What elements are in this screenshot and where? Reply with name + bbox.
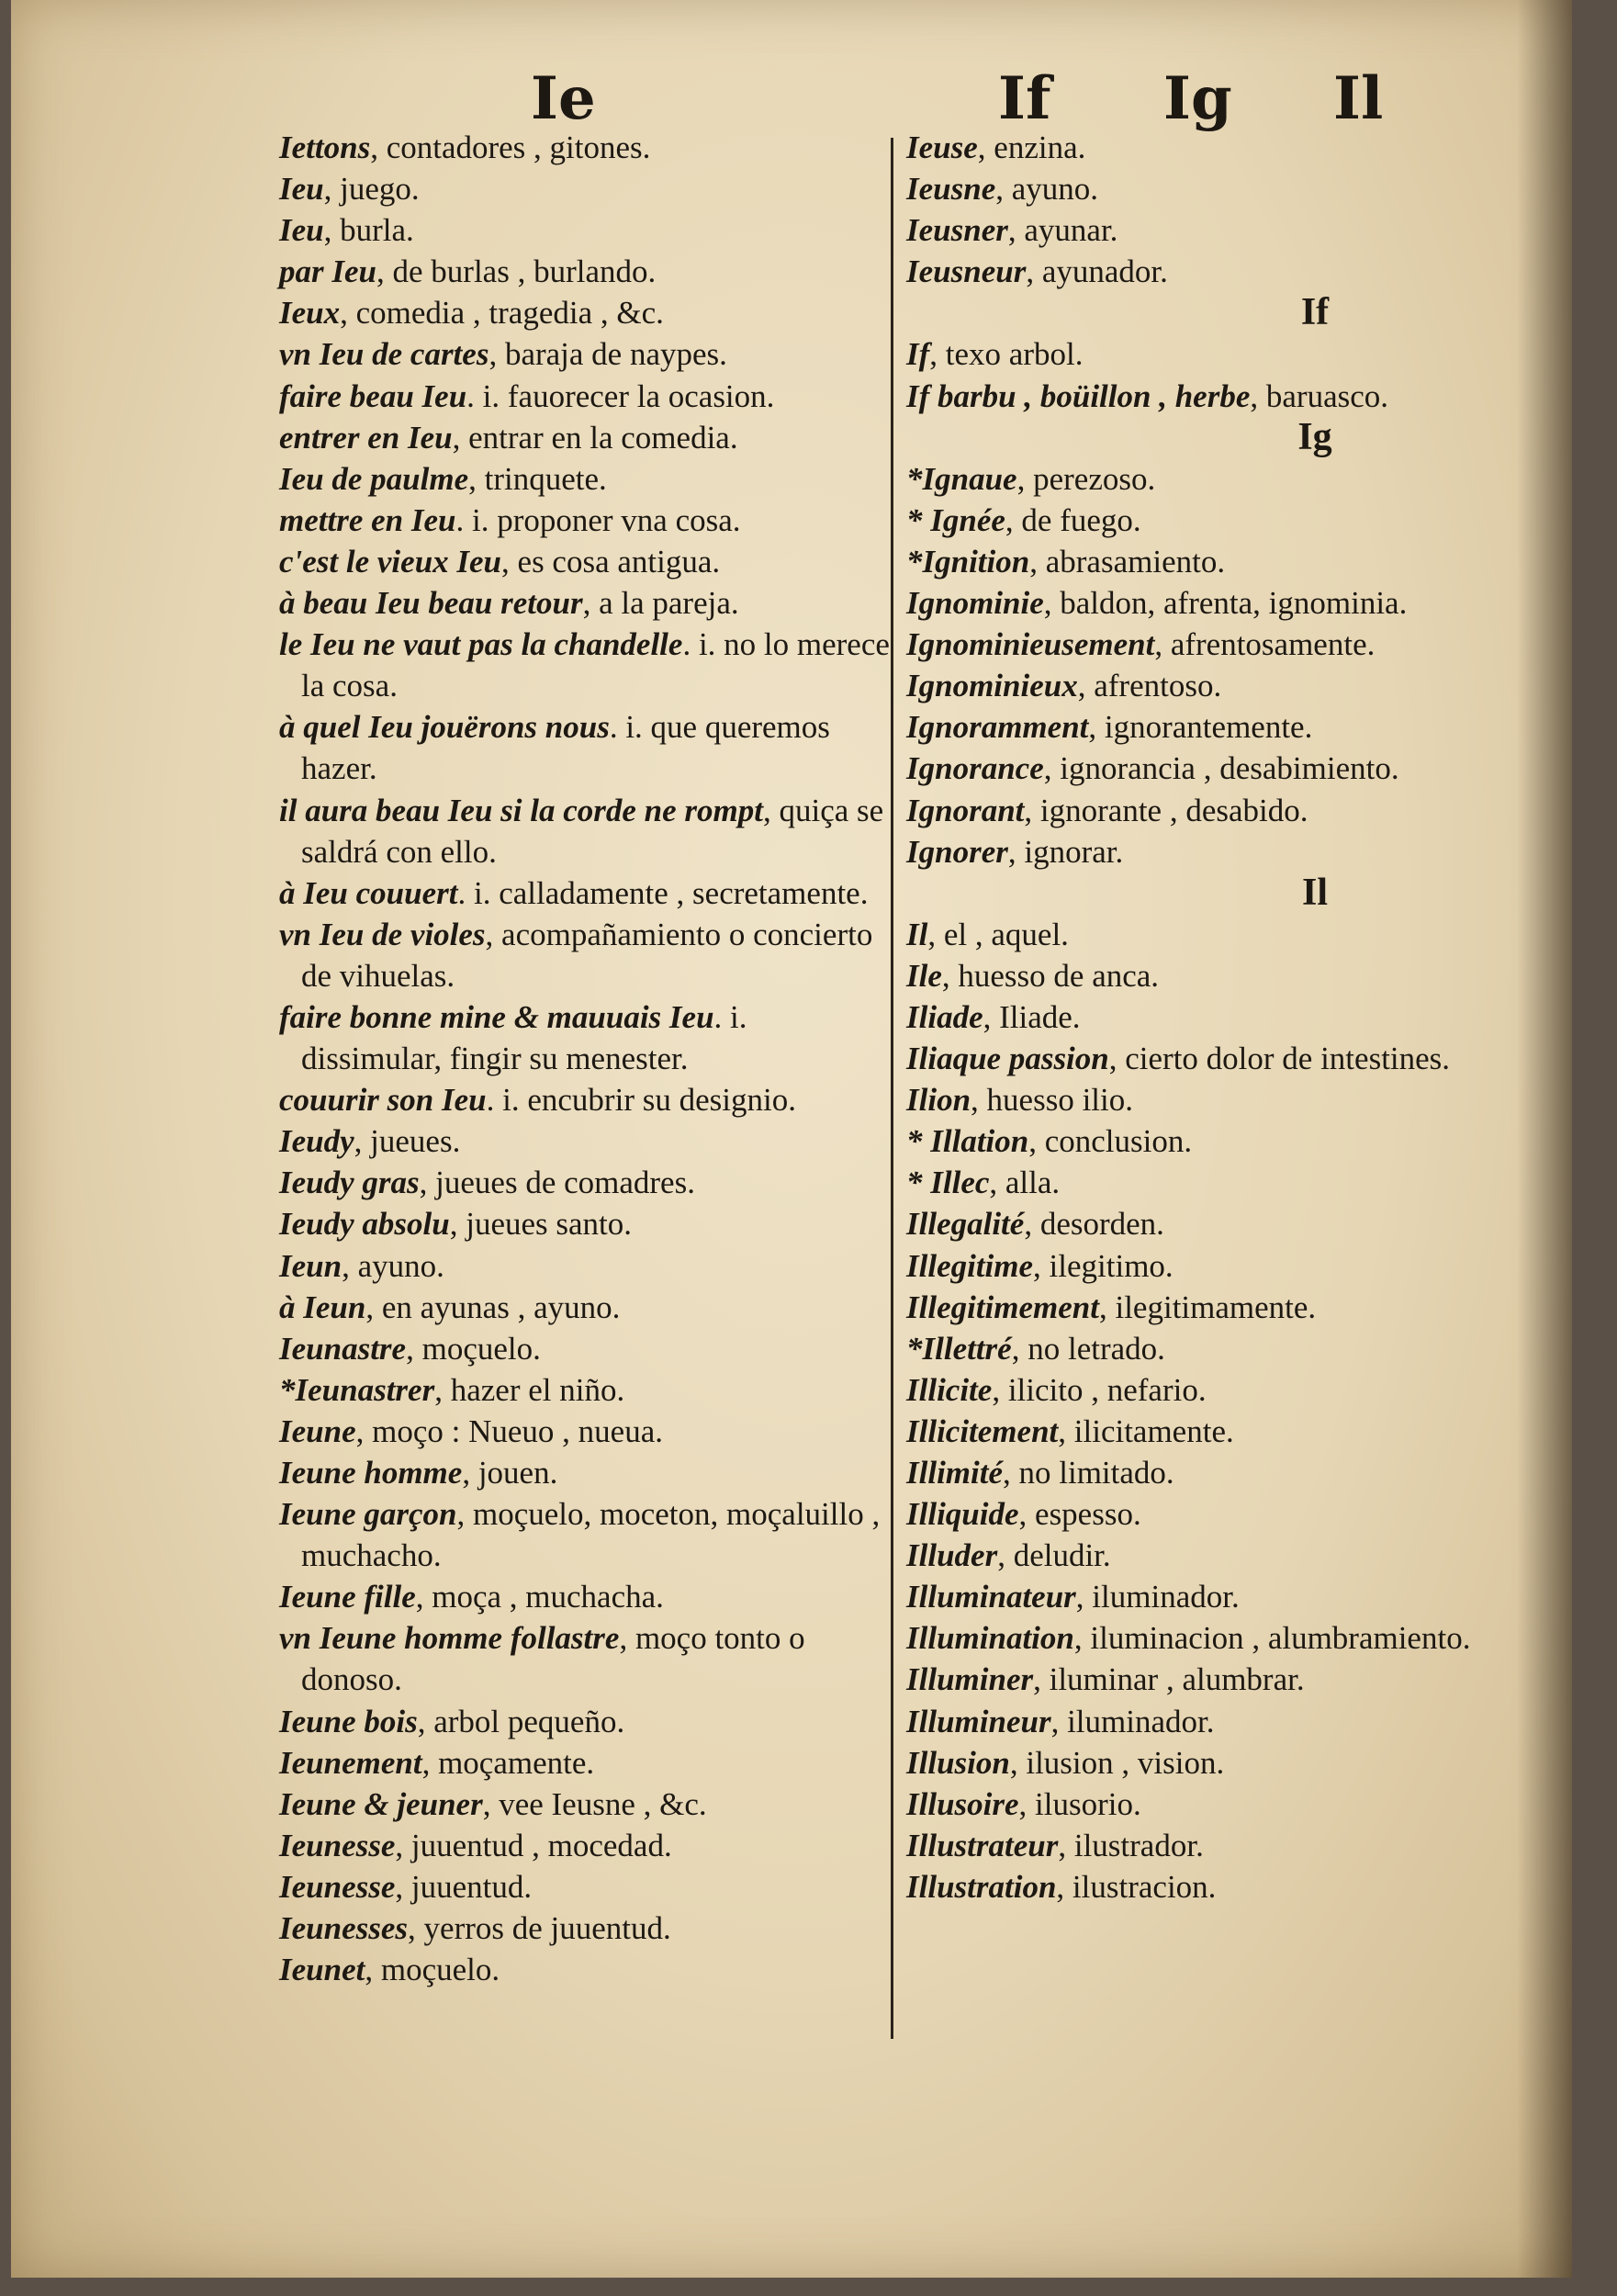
entry-definition: , conclusion. — [1028, 1123, 1193, 1160]
dictionary-entry — [279, 1617, 890, 1700]
entry-headword: Ieun — [279, 1247, 342, 1284]
entry-headword: Ieune — [279, 1412, 356, 1449]
dictionary-entry — [279, 1784, 890, 1825]
dictionary-entry — [906, 1493, 1540, 1535]
dictionary-entry — [279, 541, 890, 582]
entry-headword: entrer en Ieu — [279, 419, 453, 456]
entry-definition: , a la pareja. — [582, 585, 739, 622]
dictionary-entry — [906, 1120, 1540, 1162]
entry-definition: , ilusion , vision. — [1009, 1744, 1225, 1781]
entry-definition: , moço tonto o donoso. — [301, 1620, 805, 1698]
entry-definition: , alla. — [989, 1165, 1061, 1201]
dictionary-entry — [279, 1908, 890, 1949]
entry-headword: Ieune homme — [279, 1455, 463, 1491]
entry-definition: , contadores , gitones. — [370, 129, 651, 165]
entry-definition: , enzina. — [977, 129, 1086, 165]
entry-definition: . i. proponer vna cosa. — [455, 501, 741, 538]
entry-definition: , jouen. — [462, 1455, 558, 1491]
entry-definition: , jueues de comadres. — [419, 1165, 695, 1201]
entry-headword: vn Ieune homme follastre — [279, 1620, 620, 1657]
entry-headword: Ignoramment — [906, 709, 1089, 746]
entry-definition: , moça , muchacha. — [415, 1579, 664, 1615]
entry-headword: à beau Ieu beau retour — [279, 585, 583, 622]
dictionary-entry — [906, 582, 1540, 624]
dictionary-entry — [906, 251, 1540, 292]
dictionary-entry — [279, 582, 890, 624]
entry-headword: Illimité — [906, 1455, 1003, 1491]
entry-headword: Ignominieusement — [906, 626, 1155, 663]
entry-definition: , ignorancia , desabimiento. — [1043, 750, 1399, 787]
entry-definition: , moçuelo. — [365, 1952, 500, 1988]
entry-headword: Illustrateur — [906, 1827, 1059, 1863]
entry-definition: . i. calladamente , secretamente. — [457, 874, 869, 911]
entry-definition: , ayuno. — [995, 171, 1099, 208]
entry-definition: , afrentoso. — [1077, 668, 1222, 704]
entry-headword: Ieux — [279, 295, 341, 332]
entry-headword: Illuder — [906, 1537, 998, 1574]
entry-headword: c'est le vieux Ieu — [279, 543, 502, 580]
dictionary-entry — [906, 1617, 1540, 1659]
entry-definition: , trinquete. — [468, 460, 607, 497]
dictionary-entry — [906, 500, 1540, 541]
entry-headword: Illicite — [906, 1371, 993, 1408]
entry-definition: , ayuno. — [342, 1247, 444, 1284]
entry-definition: , juuentud , mocedad. — [395, 1827, 672, 1863]
entry-definition: , baruasco. — [1250, 377, 1389, 414]
entry-headword: Ieunesse — [279, 1868, 396, 1905]
dictionary-entry — [906, 955, 1540, 996]
dictionary-entry — [279, 1203, 890, 1244]
dictionary-entry — [906, 665, 1540, 706]
header-mid-2: Ig — [1163, 64, 1232, 133]
entry-definition: , ayunar. — [1007, 212, 1118, 249]
dictionary-entry — [279, 1866, 890, 1908]
dictionary-entry — [279, 127, 890, 168]
entry-headword: Ieune fille — [279, 1579, 416, 1615]
header-right: Il — [1333, 64, 1384, 133]
entry-headword: à quel Ieu jouërons nous — [279, 709, 610, 746]
dictionary-entry — [279, 1162, 890, 1203]
entry-definition: , no limitado. — [1003, 1455, 1174, 1491]
dictionary-entry — [906, 1784, 1540, 1825]
dictionary-entry — [279, 251, 890, 292]
entry-headword: Illumination — [906, 1620, 1074, 1657]
dictionary-entry — [906, 1411, 1540, 1452]
entry-headword: *Ignaue — [906, 460, 1017, 497]
dictionary-entry — [906, 168, 1540, 209]
entry-headword: il aura beau Ieu si la corde ne rompt — [279, 792, 763, 828]
dictionary-entry — [906, 127, 1540, 168]
entry-definition: , ilicitamente. — [1058, 1412, 1234, 1449]
dictionary-entry — [906, 1659, 1540, 1700]
entry-definition: , hazer el niño. — [434, 1371, 625, 1408]
header-mid-1: If — [998, 64, 1051, 133]
entry-headword: Ieu de paulme — [279, 460, 469, 497]
entry-headword: Ignorant — [906, 792, 1025, 828]
dictionary-entry — [279, 458, 890, 500]
entry-definition: . i. encubrir su designio. — [486, 1082, 796, 1119]
entry-definition: , desorden. — [1024, 1206, 1164, 1243]
entry-definition: . i. que queremos hazer. — [301, 709, 830, 787]
entry-definition: , ignorar. — [1007, 833, 1124, 870]
dictionary-entry — [279, 872, 890, 914]
entry-headword: Ieunesse — [279, 1827, 396, 1863]
dictionary-entry — [279, 624, 890, 706]
entry-headword: Ile — [906, 957, 942, 994]
dictionary-entry — [906, 333, 1540, 375]
entry-headword: Ieunastre — [279, 1330, 407, 1367]
dictionary-entry — [279, 914, 890, 996]
entry-headword: mettre en Ieu — [279, 501, 456, 538]
entry-headword: Iettons — [279, 129, 371, 165]
dictionary-entry — [279, 1328, 890, 1369]
dictionary-entry — [279, 1493, 890, 1576]
dictionary-entry — [906, 541, 1540, 582]
entry-headword: * Ignée — [906, 501, 1005, 538]
entry-headword: couurir son Ieu — [279, 1082, 487, 1119]
dictionary-entry — [906, 1328, 1540, 1369]
entry-headword: Illegitime — [906, 1247, 1034, 1284]
entry-headword: Illusion — [906, 1744, 1010, 1781]
dictionary-entry — [906, 1535, 1540, 1576]
dictionary-entry — [279, 168, 890, 209]
entry-headword: Iliaque passion — [906, 1041, 1109, 1077]
dictionary-entry — [906, 790, 1540, 831]
dictionary-entry — [906, 376, 1540, 417]
entry-definition: , moçamente. — [421, 1744, 595, 1781]
entry-headword: Il — [906, 916, 928, 952]
entry-headword: Ieune & jeuner — [279, 1785, 483, 1822]
entry-headword: *Illettré — [906, 1330, 1012, 1367]
dictionary-entry — [906, 748, 1540, 789]
entry-headword: Illicitement — [906, 1412, 1059, 1449]
entry-headword: Illegalité — [906, 1206, 1025, 1243]
entry-definition: , huesso ilio. — [971, 1082, 1133, 1119]
entry-headword: Illuminateur — [906, 1579, 1076, 1615]
entry-definition: . i. no lo merece la cosa. — [301, 626, 890, 704]
entry-headword: * Illation — [906, 1123, 1029, 1160]
entry-definition: , juego. — [323, 171, 420, 208]
dictionary-entry — [906, 1742, 1540, 1784]
entry-headword: Illusoire — [906, 1785, 1019, 1822]
entry-headword: vn Ieu de cartes — [279, 336, 489, 373]
dictionary-entry — [279, 706, 890, 789]
dictionary-entry — [279, 500, 890, 541]
dictionary-entry — [279, 292, 890, 333]
dictionary-entry — [906, 914, 1540, 955]
entry-headword: Ieu — [279, 212, 324, 249]
entry-headword: Ieunesses — [279, 1910, 409, 1947]
dictionary-entry — [906, 1701, 1540, 1742]
entry-definition: , texo arbol. — [929, 336, 1084, 373]
entry-definition: , ilusorio. — [1018, 1785, 1141, 1822]
entry-headword: Ignominie — [906, 585, 1044, 622]
entry-headword: vn Ieu de violes — [279, 916, 486, 952]
entry-headword: faire bonne mine & mauuais Ieu — [279, 998, 714, 1035]
entry-headword: Ieune garçon — [279, 1496, 457, 1533]
entry-definition: , huesso de anca. — [941, 957, 1160, 994]
entry-definition: , Iliade. — [983, 998, 1081, 1035]
entry-headword: Iliade — [906, 998, 983, 1035]
entry-headword: Ieudy — [279, 1123, 354, 1160]
entry-definition: , ilustracion. — [1056, 1868, 1217, 1905]
dictionary-entry — [279, 209, 890, 251]
entry-headword: If — [906, 336, 930, 373]
entry-definition: , baraja de naypes. — [488, 336, 727, 373]
entry-headword: Illegitimement — [906, 1289, 1099, 1325]
header-left: Ie — [531, 64, 596, 133]
entry-definition: , ignorantemente. — [1088, 709, 1313, 746]
dictionary-entry — [279, 1452, 890, 1493]
dictionary-entry — [906, 1079, 1540, 1120]
entry-definition: , moçuelo. — [406, 1330, 541, 1367]
dictionary-entry — [279, 376, 890, 417]
entry-headword: à Ieu couuert — [279, 874, 458, 911]
entry-definition: , ilegitimo. — [1033, 1247, 1173, 1284]
dictionary-entry — [906, 458, 1540, 500]
entry-definition: , deludir. — [997, 1537, 1111, 1574]
entry-definition: , iluminar , alumbrar. — [1033, 1661, 1305, 1698]
entry-headword: *Ieunastrer — [279, 1371, 435, 1408]
dictionary-entry — [906, 209, 1540, 251]
entry-definition: , es cosa antigua. — [501, 543, 721, 580]
dictionary-entry — [906, 1369, 1540, 1411]
entry-definition: , comedia , tragedia , &c. — [340, 295, 664, 332]
entry-headword: faire beau Ieu — [279, 377, 467, 414]
entry-definition: , cierto dolor de intestines. — [1108, 1041, 1451, 1077]
dictionary-entry — [279, 790, 890, 872]
dictionary-entry — [279, 1287, 890, 1328]
entry-headword: Ieunet — [279, 1952, 365, 1988]
dictionary-entry — [906, 1287, 1540, 1328]
dictionary-entry — [279, 333, 890, 375]
entry-definition: , quiça se saldrá con ello. — [301, 792, 884, 870]
dictionary-entry — [279, 417, 890, 458]
dictionary-entry — [279, 1825, 890, 1866]
entry-headword: Illumineur — [906, 1703, 1051, 1739]
dictionary-entry — [906, 1576, 1540, 1617]
entry-definition: , de burlas , burlando. — [376, 253, 657, 290]
section-heading: Il — [1301, 871, 1328, 914]
dictionary-entry — [279, 1245, 890, 1287]
right-column — [906, 127, 1540, 1908]
entry-headword: Illiquide — [906, 1496, 1019, 1533]
book-page — [11, 0, 1572, 2278]
entry-definition: , iluminador. — [1075, 1579, 1240, 1615]
entry-headword: Ieu — [279, 171, 324, 208]
entry-definition: , iluminador. — [1050, 1703, 1215, 1739]
entry-headword: *Ignition — [906, 543, 1030, 580]
entry-definition: , baldon, afrenta, ignominia. — [1043, 585, 1408, 622]
entry-headword: par Ieu — [279, 253, 376, 290]
dictionary-entry — [906, 1203, 1540, 1244]
entry-definition: , ilicito , nefario. — [992, 1371, 1207, 1408]
dictionary-entry — [906, 1866, 1540, 1908]
entry-definition: . i. dissimular, fingir su menester. — [301, 998, 747, 1077]
dictionary-entry — [906, 1825, 1540, 1866]
entry-headword: Ilion — [906, 1082, 971, 1119]
entry-definition: , iluminacion , alumbramiento. — [1073, 1620, 1471, 1657]
entry-headword: Ieune bois — [279, 1703, 418, 1739]
entry-headword: Illustration — [906, 1868, 1057, 1905]
dictionary-entry — [906, 706, 1540, 748]
entry-headword: * Illec — [906, 1165, 990, 1201]
entry-definition: , ayunador. — [1026, 253, 1168, 290]
dictionary-entry — [906, 1038, 1540, 1079]
entry-definition: , arbol pequeño. — [417, 1703, 625, 1739]
entry-definition: , yerros de juuentud. — [408, 1910, 671, 1947]
dictionary-entry — [906, 831, 1540, 872]
entry-headword: Ieusne — [906, 171, 996, 208]
entry-definition: , ilegitimamente. — [1098, 1289, 1317, 1325]
entry-headword: le Ieu ne vaut pas la chandelle — [279, 626, 683, 663]
entry-definition: , burla. — [323, 212, 414, 249]
entry-headword: If barbu , boüillon , herbe — [906, 377, 1251, 414]
entry-headword: Ieusner — [906, 212, 1008, 249]
dictionary-entry — [279, 1411, 890, 1452]
column-rule — [891, 138, 893, 2039]
dictionary-entry — [279, 1120, 890, 1162]
dictionary-entry — [279, 1701, 890, 1742]
entry-definition: . i. fauorecer la ocasion. — [466, 377, 775, 414]
dictionary-entry — [906, 1245, 1540, 1287]
entry-headword: à Ieun — [279, 1289, 366, 1325]
dictionary-entry — [906, 1452, 1540, 1493]
left-column — [279, 127, 890, 1990]
entry-headword: Illuminer — [906, 1661, 1034, 1698]
entry-definition: , el , aquel. — [927, 916, 1069, 952]
entry-definition: , moçuelo, moceton, moçaluillo , muchacho. — [301, 1496, 881, 1574]
entry-headword: Ignorance — [906, 750, 1044, 787]
entry-definition: , de fuego. — [1005, 501, 1141, 538]
dictionary-entry — [279, 1742, 890, 1784]
entry-definition: , abrasamiento. — [1029, 543, 1226, 580]
entry-definition: , ilustrador. — [1058, 1827, 1204, 1863]
entry-definition: , espesso. — [1018, 1496, 1141, 1533]
entry-headword: Ieusneur — [906, 253, 1027, 290]
entry-definition: , entrar en la comedia. — [452, 419, 738, 456]
dictionary-entry — [279, 1949, 890, 1990]
dictionary-entry — [279, 1576, 890, 1617]
section-heading: Ig — [1297, 415, 1332, 458]
dictionary-entry — [279, 996, 890, 1079]
section-heading: If — [1300, 291, 1330, 334]
dictionary-entry — [906, 996, 1540, 1038]
entry-headword: Ieudy gras — [279, 1165, 420, 1201]
entry-definition: , en ayunas , ayuno. — [365, 1289, 621, 1325]
entry-headword: Ieudy absolu — [279, 1206, 450, 1243]
entry-definition: , jueues. — [354, 1123, 461, 1160]
entry-definition: , juuentud. — [395, 1868, 533, 1905]
entry-headword: Ignominieux — [906, 668, 1078, 704]
entry-definition: , jueues santo. — [449, 1206, 633, 1243]
dictionary-entry — [279, 1369, 890, 1411]
entry-headword: Ieunement — [279, 1744, 422, 1781]
dictionary-entry — [906, 624, 1540, 665]
dictionary-entry — [279, 1079, 890, 1120]
entry-definition: , vee Ieusne , &c. — [482, 1785, 707, 1822]
entry-definition: , no letrado. — [1011, 1330, 1165, 1367]
dictionary-entry — [906, 1162, 1540, 1203]
entry-definition: , moço : Nueuo , nueua. — [355, 1412, 663, 1449]
entry-headword: Ieuse — [906, 129, 978, 165]
entry-definition: , ignorante , desabido. — [1024, 792, 1308, 828]
entry-definition: , afrentosamente. — [1154, 626, 1376, 663]
entry-definition: , acompañamiento o concierto de vihuelas. — [301, 916, 873, 994]
entry-headword: Ignorer — [906, 833, 1008, 870]
entry-definition: , perezoso. — [1016, 460, 1156, 497]
